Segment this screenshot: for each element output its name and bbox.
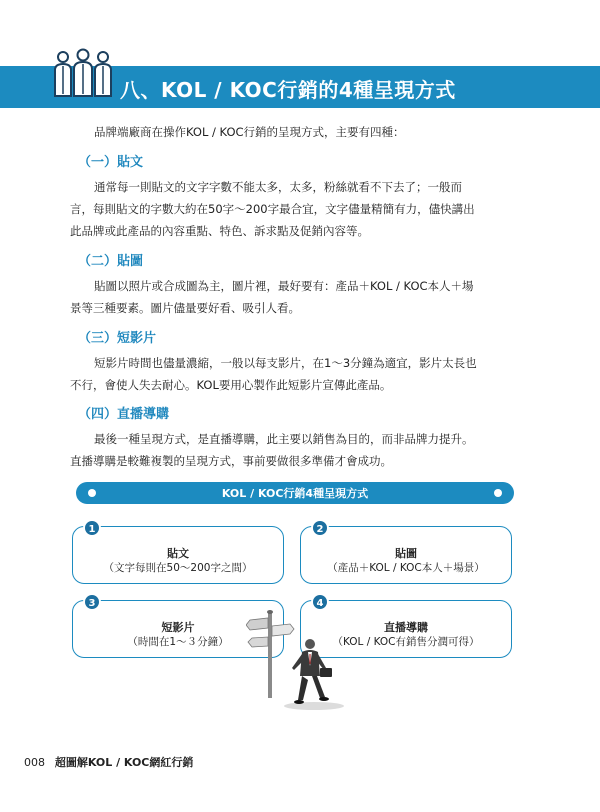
book-title: 超圖解KOL / KOC網紅行銷: [54, 756, 194, 769]
card-subtitle: （時間在1～３分鐘）: [127, 636, 229, 648]
section-heading-livestream: （四）直播導購: [78, 407, 170, 422]
card-subtitle: （KOL / KOC有銷售分潤可得）: [332, 636, 480, 648]
intro-paragraph: 品牌端廠商在操作KOL / KOC行銷的呈現方式，主要有四種：: [94, 125, 405, 139]
diagram-card-image: [300, 526, 512, 584]
page-title: 八、KOL / KOC行銷的4種呈現方式: [120, 78, 456, 102]
page-number: 008: [24, 756, 45, 769]
number-badge: 4: [311, 593, 329, 611]
people-group-icon: [52, 48, 114, 98]
bullet-dot-icon: [494, 489, 502, 497]
page-footer: [24, 754, 193, 770]
card-title: 貼文: [167, 547, 189, 560]
section-heading-short-video: （三）短影片: [78, 331, 157, 346]
card-title: 短影片: [161, 621, 195, 634]
signpost-businessman-illustration: [246, 608, 366, 718]
number-badge: 3: [83, 593, 101, 611]
card-subtitle: （文字每則在50～200字之間）: [103, 562, 253, 574]
card-subtitle: （產品＋KOL / KOC本人＋場景）: [327, 562, 485, 574]
number-badge: 1: [83, 519, 101, 537]
diagram-title: KOL / KOC行銷4種呈現方式: [221, 487, 369, 500]
diagram-card-post: [72, 526, 284, 584]
section-heading-post: （一）貼文: [78, 155, 144, 170]
diagram-title-bar: [76, 482, 514, 504]
section-line: 此品牌或此產品的內容重點、特色、訴求點及促銷內容等。: [70, 224, 369, 238]
section-line: 通常每一則貼文的文字字數不能太多，太多，粉絲就看不下去了；一般而: [94, 180, 462, 194]
section-line: 直播導購是較難複製的呈現方式，事前要做很多準備才會成功。: [70, 454, 392, 468]
card-title: 直播導購: [384, 621, 428, 634]
section-line: 言，每則貼文的字數大約在50字～200字最合宜，文字儘量精簡有力，儘快講出: [70, 202, 475, 216]
section-line: 貼圖以照片或合成圖為主，圖片裡，最好要有：產品＋KOL / KOC本人＋場: [94, 279, 474, 293]
number-badge: 2: [311, 519, 329, 537]
section-line: 短影片時間也儘量濃縮，一般以每支影片，在1～3分鐘為適宜，影片太長也: [94, 356, 477, 370]
section-line: 不行，會使人失去耐心。KOL要用心製作此短影片宣傳此產品。: [70, 378, 392, 392]
section-heading-image: （二）貼圖: [78, 254, 144, 269]
card-title: 貼圖: [395, 547, 417, 560]
section-line: 景等三種要素。圖片儘量要好看、吸引人看。: [70, 301, 300, 315]
section-line: 最後一種呈現方式，是直播導購，此主要以銷售為目的，而非品牌力提升。: [94, 432, 474, 446]
